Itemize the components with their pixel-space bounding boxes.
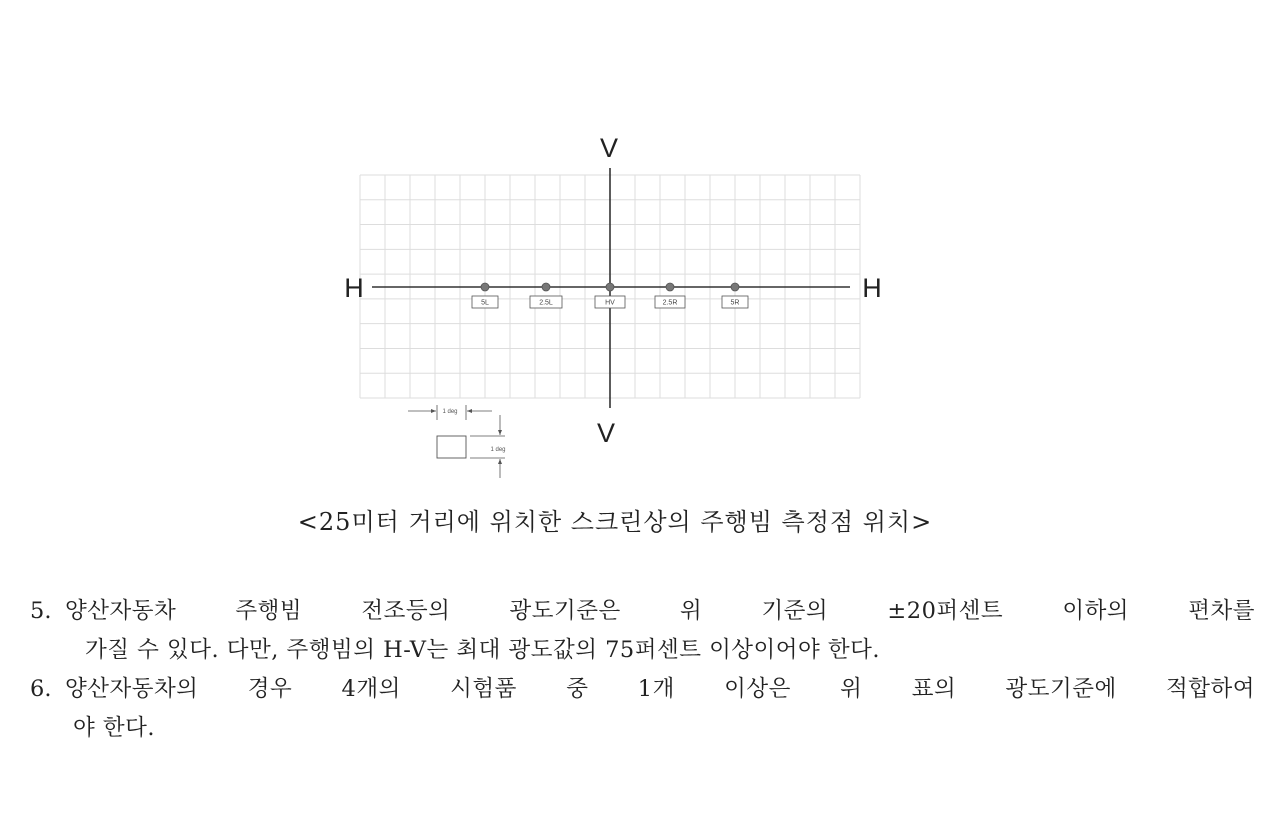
measurement-dot	[606, 283, 614, 291]
point-label: 2.5L	[539, 299, 553, 307]
scale-label-horizontal: 1 deg	[442, 409, 458, 415]
note-text-line: 야 한다.	[73, 715, 156, 741]
note-item	[30, 670, 1255, 748]
notes-list	[30, 592, 1255, 748]
measurement-dot	[481, 283, 489, 291]
point-label: 5R	[730, 299, 740, 307]
point-label: 5L	[481, 299, 489, 307]
axis-label-h-right: H	[862, 273, 882, 303]
degree-scale-legend	[408, 405, 506, 478]
measurement-dot	[666, 283, 674, 291]
arrow-head-icon	[431, 409, 436, 413]
axis-label-v-bottom: V	[596, 418, 616, 448]
arrow-head-icon	[498, 459, 502, 464]
measurement-dot	[731, 283, 739, 291]
point-label: 2.5R	[662, 299, 678, 307]
note-item	[30, 592, 1255, 670]
note-text-line: 양산자동차의 경우 4개의 시험품 중 1개 이상은 위 표의 광도기준에 적합하여	[65, 676, 1255, 702]
measurement-dot	[542, 283, 550, 291]
point-label: HV	[605, 299, 615, 307]
axis-label-v-top: V	[599, 133, 619, 163]
one-degree-square	[437, 436, 466, 458]
note-number: 5.	[30, 598, 52, 624]
arrow-head-icon	[498, 430, 502, 435]
note-text-line: 양산자동차 주행빔 전조등의 광도기준은 위 기준의 ±20퍼센트 이하의 편차를	[65, 598, 1255, 624]
arrow-head-icon	[467, 409, 472, 413]
scale-label-vertical: 1 deg	[490, 447, 506, 453]
axis-label-h-left: H	[344, 273, 364, 303]
note-text-line: 가질 수 있다. 다만, 주행빔의 H-V는 최대 광도값의 75퍼센트 이상이어야 한다.	[85, 637, 881, 663]
note-number: 6.	[30, 676, 52, 702]
figure-caption: <25미터 거리에 위치한 스크린상의 주행빔 측정점 위치>	[297, 508, 933, 536]
